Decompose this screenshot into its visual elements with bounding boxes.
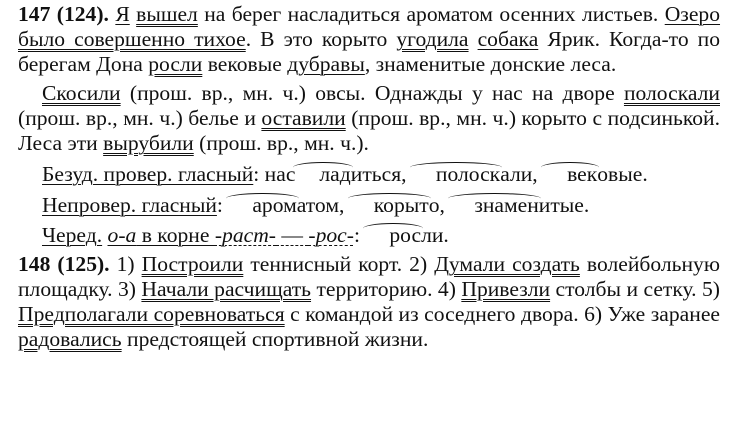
text-run: 1) [109,252,142,277]
rule-line-unstressed-checked [18,162,720,187]
text-run: с командой из соседнего двора. 6) Уже заранее [284,301,720,326]
text-run: иться, [350,161,412,186]
text-run: атом, [296,192,350,217]
root-arc: аром [228,193,296,218]
predicate-word: Привезли [461,276,551,301]
root-arc: век [543,162,597,187]
text-run: ли. [421,223,449,248]
rule-label: Непровер. гласный [42,192,217,217]
rule-letters: о-а [107,223,137,248]
subject-word: дубравы [287,51,365,76]
text-run: (прош. вр., мн. ч.) овсы. Однажды у нас на дворе [120,81,624,106]
text-run: — [276,223,309,248]
rule-line-unchecked [18,193,720,218]
text-run: , знаменитые донские леса. [364,51,617,76]
rule-label: Черед. [42,223,103,248]
text-run: территорию. 4) [311,276,462,301]
subject-word: собака [477,26,539,51]
subject-word: Озеро [664,2,721,26]
text-run: : нас [253,161,296,186]
predicate-word: вырубили [103,130,194,155]
rule-label: Безуд. провер. гласный [42,161,254,186]
predicate-word: Скосили [42,81,121,106]
root-arc: знамен [450,193,538,218]
text-run: на берег насладиться ароматом осенних листьев. [197,2,665,26]
text-run: али, [500,161,544,186]
root-arc: рос [365,223,421,248]
text-run: о, [428,192,451,217]
text-run: в корне [136,223,215,248]
text-run: (прош. вр., мн. ч.). [193,130,369,155]
text-run: : [353,223,366,248]
predicate-word: Построили [141,252,244,277]
text-run: волейбольную площадку. 3) [18,252,720,301]
root-form: -рос- [308,223,354,248]
predicate-word: росли [148,51,203,76]
root-form: -раст- [214,223,276,248]
predicate-word: радовались [18,326,122,351]
text-run: итые. [538,192,590,217]
text-run: (прош. вр., мн. ч.) корыто с подсинькой. Леса эти [18,106,721,155]
rule-line-alternating [18,223,720,248]
exercise-147-number: 147 (124). [18,2,109,26]
predicate-word: Предполагали соревноваться [18,301,285,326]
exercise-147-paragraph-2 [18,81,720,155]
predicate-word: оставили [261,106,346,131]
predicate-word: угодила [396,26,469,51]
text-run: вековые [202,51,288,76]
text-run: предстоящей спортивной жизни. [121,326,429,351]
predicate-word: полоскали [623,81,720,106]
text-run: теннисный корт. 2) [243,252,435,277]
predicate-word: Начали расчищать [141,276,312,301]
text-run: столбы и сетку. 5) [550,276,720,301]
exercise-148-number: 148 (125). [18,252,110,277]
text-run: : [216,192,229,217]
exercise-148-paragraph [18,252,720,351]
root-arc: корыт [350,193,429,218]
predicate-word: вышел [136,2,198,26]
text-run: Ярик. Когда-то по берегам Дона [18,26,721,76]
predicate-word: было совершенно тихое [18,26,246,51]
text-run [469,27,478,51]
predicate-word: Думали создать [434,252,580,277]
root-arc: лад [295,162,350,187]
root-arc: полоск [412,162,500,187]
text-run: . В это корыто [245,26,397,51]
text-run: (прош. вр., мн. ч.) белье и [18,106,262,131]
text-run: овые. [597,161,648,186]
exercise-147-paragraph-1 [18,2,720,76]
subject-word: Я [115,2,130,26]
